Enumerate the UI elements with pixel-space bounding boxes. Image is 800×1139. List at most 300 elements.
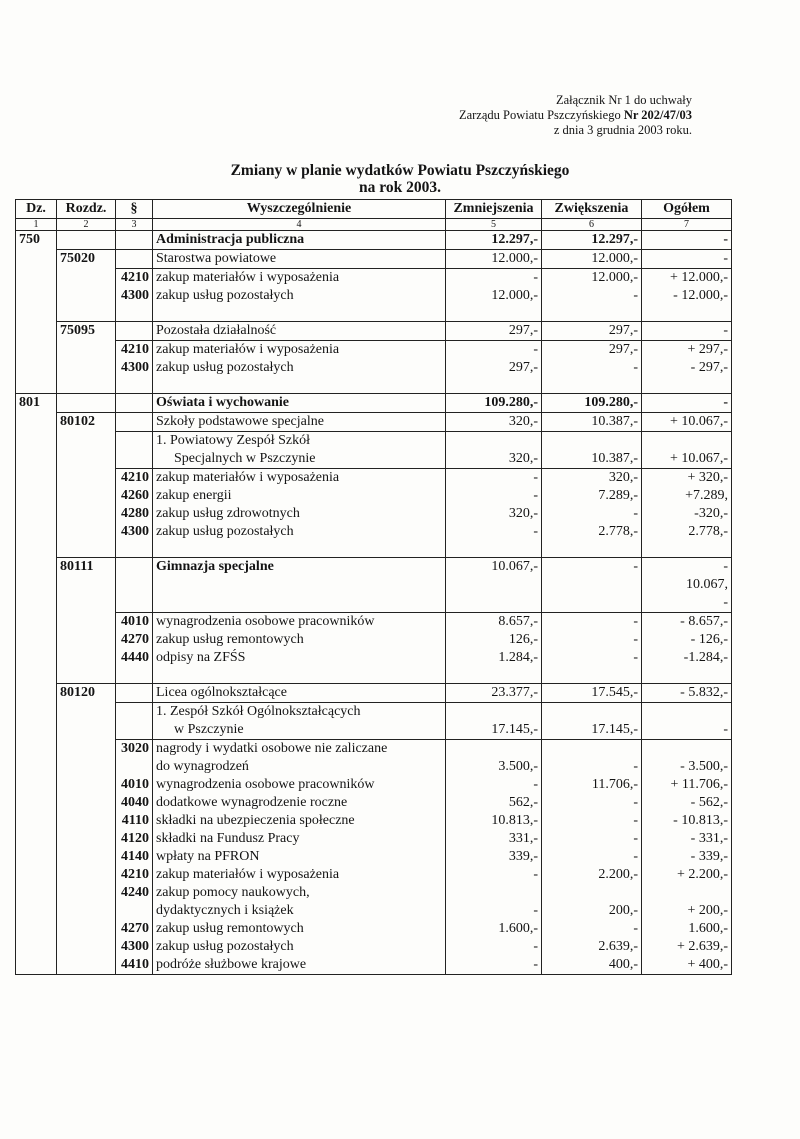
description-cell: zakup usług pozostałych: [153, 287, 446, 305]
total-cell: -: [642, 558, 732, 577]
paragraph-cell: 4280: [116, 505, 153, 523]
decrease-cell: -: [446, 866, 542, 884]
total-cell: -: [642, 594, 732, 613]
description-cell: dodatkowe wynagrodzenie roczne: [153, 794, 446, 812]
table-row: [16, 848, 732, 866]
description-cell: zakup materiałów i wyposażenia: [153, 269, 446, 288]
increase-cell: 12.000,-: [542, 250, 642, 269]
description-cell: Administracja publiczna: [153, 231, 446, 250]
paragraph-cell: 4210: [116, 866, 153, 884]
decrease-cell: -: [446, 956, 542, 975]
increase-cell: 109.280,-: [542, 394, 642, 413]
table-row: [16, 250, 732, 269]
paragraph-cell: 4040: [116, 794, 153, 812]
division-cell: [16, 469, 57, 488]
increase-cell: 2.639,-: [542, 938, 642, 956]
increase-cell: -: [542, 558, 642, 577]
chapter-cell: [57, 703, 116, 722]
spacer-row: [16, 377, 732, 394]
total-cell: - 12.000,-: [642, 287, 732, 305]
division-cell: [16, 684, 57, 703]
division-cell: [16, 649, 57, 667]
decrease-cell: 10.067,-: [446, 558, 542, 577]
chapter-cell: [57, 794, 116, 812]
division-cell: [16, 721, 57, 740]
paragraph-cell: 4210: [116, 269, 153, 288]
decrease-cell: 109.280,-: [446, 394, 542, 413]
paragraph-cell: [116, 594, 153, 613]
chapter-cell: [57, 866, 116, 884]
chapter-cell: [57, 938, 116, 956]
decrease-cell: 3.500,-: [446, 758, 542, 776]
paragraph-cell: 4410: [116, 956, 153, 975]
total-cell: -320,-: [642, 505, 732, 523]
description-cell: wynagrodzenia osobowe pracowników: [153, 776, 446, 794]
total-cell: [642, 541, 732, 558]
increase-cell: -: [542, 287, 642, 305]
table-row: [16, 432, 732, 451]
total-cell: -: [642, 721, 732, 740]
description-cell: składki na Fundusz Pracy: [153, 830, 446, 848]
division-cell: [16, 450, 57, 469]
increase-cell: [542, 541, 642, 558]
header-line-3: z dnia 3 grudnia 2003 roku.: [553, 123, 692, 137]
description-cell: wynagrodzenia osobowe pracowników: [153, 613, 446, 632]
chapter-cell: [57, 341, 116, 360]
description-cell: [153, 541, 446, 558]
column-header-paragraph: §: [116, 200, 153, 219]
paragraph-cell: 4440: [116, 649, 153, 667]
decrease-cell: 1.284,-: [446, 649, 542, 667]
increase-cell: 11.706,-: [542, 776, 642, 794]
table-row: [16, 523, 732, 541]
paragraph-cell: [116, 541, 153, 558]
division-cell: [16, 558, 57, 577]
total-cell: -1.284,-: [642, 649, 732, 667]
total-cell: [642, 884, 732, 902]
chapter-cell: [57, 631, 116, 649]
total-cell: - 8.657,-: [642, 613, 732, 632]
table-row: [16, 776, 732, 794]
division-cell: [16, 812, 57, 830]
chapter-cell: [57, 469, 116, 488]
division-cell: [16, 413, 57, 432]
decrease-cell: [446, 594, 542, 613]
total-cell: - 562,-: [642, 794, 732, 812]
division-cell: [16, 505, 57, 523]
description-text: w Pszczynie: [174, 722, 244, 737]
chapter-cell: [57, 776, 116, 794]
total-cell: - 10.813,-: [642, 812, 732, 830]
column-header-description: Wyszczególnienie: [153, 200, 446, 219]
chapter-cell: [57, 649, 116, 667]
total-cell: - 3.500,-: [642, 758, 732, 776]
division-cell: [16, 322, 57, 341]
column-header-dz: Dz.: [16, 200, 57, 219]
division-cell: [16, 594, 57, 613]
table-row: [16, 812, 732, 830]
paragraph-cell: [116, 703, 153, 722]
description-cell: zakup usług remontowych: [153, 631, 446, 649]
table-row: [16, 794, 732, 812]
column-number: 3: [116, 219, 153, 231]
description-cell: dydaktycznych i książek: [153, 902, 446, 920]
division-cell: [16, 776, 57, 794]
decrease-cell: [446, 667, 542, 684]
paragraph-cell: [116, 450, 153, 469]
total-cell: 1.600,-: [642, 920, 732, 938]
increase-cell: 17.545,-: [542, 684, 642, 703]
total-cell: - 339,-: [642, 848, 732, 866]
total-cell: + 10.067,-: [642, 413, 732, 432]
increase-cell: 2.200,-: [542, 866, 642, 884]
division-cell: 750: [16, 231, 57, 250]
increase-cell: -: [542, 920, 642, 938]
increase-cell: -: [542, 812, 642, 830]
header-line-2: [459, 108, 692, 123]
decrease-cell: 1.600,-: [446, 920, 542, 938]
description-cell: zakup usług pozostałych: [153, 523, 446, 541]
decrease-cell: 17.145,-: [446, 721, 542, 740]
chapter-cell: [57, 394, 116, 413]
paragraph-cell: 4010: [116, 776, 153, 794]
description-cell: [153, 377, 446, 394]
division-cell: [16, 377, 57, 394]
decrease-cell: -: [446, 341, 542, 360]
description-cell: 1. Zespół Szkół Ogólnokształcących: [153, 703, 446, 722]
division-cell: [16, 866, 57, 884]
expenditure-changes-table: [15, 199, 732, 975]
paragraph-cell: [116, 394, 153, 413]
decrease-cell: 297,-: [446, 359, 542, 377]
chapter-cell: [57, 576, 116, 594]
increase-cell: 297,-: [542, 322, 642, 341]
total-cell: + 2.639,-: [642, 938, 732, 956]
decrease-cell: [446, 377, 542, 394]
column-header-total: Ogółem: [642, 200, 732, 219]
chapter-cell: [57, 432, 116, 451]
paragraph-cell: 4260: [116, 487, 153, 505]
description-cell: Szkoły podstawowe specjalne: [153, 413, 446, 432]
increase-cell: -: [542, 848, 642, 866]
description-cell: zakup energii: [153, 487, 446, 505]
total-cell: -: [642, 394, 732, 413]
column-header-decreases: Zmniejszenia: [446, 200, 542, 219]
table-row: [16, 487, 732, 505]
description-cell: [153, 667, 446, 684]
table-row: [16, 594, 732, 613]
paragraph-cell: [116, 305, 153, 322]
decrease-cell: 320,-: [446, 505, 542, 523]
description-cell: zakup usług pozostałych: [153, 938, 446, 956]
column-number: 5: [446, 219, 542, 231]
decrease-cell: -: [446, 776, 542, 794]
table-row: [16, 269, 732, 288]
column-number: 7: [642, 219, 732, 231]
total-cell: [642, 377, 732, 394]
total-cell: - 331,-: [642, 830, 732, 848]
description-cell: Pozostała działalność: [153, 322, 446, 341]
chapter-cell: [57, 541, 116, 558]
table-body: [16, 200, 732, 975]
increase-cell: -: [542, 631, 642, 649]
division-cell: [16, 359, 57, 377]
division-cell: [16, 287, 57, 305]
increase-cell: -: [542, 613, 642, 632]
increase-cell: -: [542, 359, 642, 377]
decrease-cell: 331,-: [446, 830, 542, 848]
resolution-number: Nr 202/47/03: [623, 108, 692, 122]
column-number: 1: [16, 219, 57, 231]
total-cell: [642, 703, 732, 722]
decrease-cell: 12.000,-: [446, 287, 542, 305]
description-cell: Oświata i wychowanie: [153, 394, 446, 413]
table-row: [16, 505, 732, 523]
description-cell: wpłaty na PFRON: [153, 848, 446, 866]
decrease-cell: -: [446, 902, 542, 920]
chapter-cell: [57, 667, 116, 684]
division-cell: [16, 884, 57, 902]
division-cell: [16, 523, 57, 541]
description-cell: [153, 721, 446, 740]
title-line-1: Zmiany w planie wydatków Powiatu Pszczyńskiego: [230, 162, 570, 179]
description-cell: składki na ubezpieczenia społeczne: [153, 812, 446, 830]
division-cell: [16, 740, 57, 759]
chapter-cell: 80120: [57, 684, 116, 703]
description-cell: odpisy na ZFŚS: [153, 649, 446, 667]
chapter-cell: [57, 848, 116, 866]
table-row: [16, 613, 732, 632]
table-row: [16, 450, 732, 469]
increase-cell: 10.387,-: [542, 413, 642, 432]
decrease-cell: 23.377,-: [446, 684, 542, 703]
table-row: [16, 631, 732, 649]
table-row: [16, 322, 732, 341]
paragraph-cell: 4210: [116, 469, 153, 488]
table-row: [16, 956, 732, 975]
chapter-cell: 75095: [57, 322, 116, 341]
increase-cell: [542, 594, 642, 613]
table-row: [16, 684, 732, 703]
chapter-cell: [57, 740, 116, 759]
decrease-cell: 8.657,-: [446, 613, 542, 632]
table-row: [16, 287, 732, 305]
decrease-cell: [446, 576, 542, 594]
table-row: [16, 703, 732, 722]
increase-cell: [542, 884, 642, 902]
chapter-cell: [57, 830, 116, 848]
table-row: [16, 721, 732, 740]
division-cell: [16, 956, 57, 975]
chapter-cell: [57, 305, 116, 322]
increase-cell: 2.778,-: [542, 523, 642, 541]
paragraph-cell: [116, 758, 153, 776]
increase-cell: -: [542, 794, 642, 812]
paragraph-cell: 3020: [116, 740, 153, 759]
chapter-cell: [57, 594, 116, 613]
increase-cell: 297,-: [542, 341, 642, 360]
chapter-cell: [57, 956, 116, 975]
total-cell: -: [642, 250, 732, 269]
chapter-cell: [57, 231, 116, 250]
total-cell: 10.067,: [642, 576, 732, 594]
division-cell: [16, 432, 57, 451]
description-cell: Starostwa powiatowe: [153, 250, 446, 269]
paragraph-cell: [116, 377, 153, 394]
total-cell: [642, 667, 732, 684]
division-cell: [16, 341, 57, 360]
total-cell: -: [642, 231, 732, 250]
increase-cell: 10.387,-: [542, 450, 642, 469]
division-cell: [16, 703, 57, 722]
decrease-cell: [446, 541, 542, 558]
total-cell: [642, 305, 732, 322]
chapter-cell: [57, 487, 116, 505]
decrease-cell: -: [446, 938, 542, 956]
division-cell: [16, 902, 57, 920]
division-cell: [16, 613, 57, 632]
increase-cell: [542, 432, 642, 451]
increase-cell: [542, 377, 642, 394]
increase-cell: [542, 740, 642, 759]
division-cell: [16, 269, 57, 288]
table-row: [16, 359, 732, 377]
decrease-cell: 562,-: [446, 794, 542, 812]
increase-cell: 400,-: [542, 956, 642, 975]
total-cell: -: [642, 322, 732, 341]
total-cell: + 11.706,-: [642, 776, 732, 794]
description-cell: zakup materiałów i wyposażenia: [153, 866, 446, 884]
total-cell: [642, 740, 732, 759]
paragraph-cell: [116, 558, 153, 577]
description-cell: Licea ogólnokształcące: [153, 684, 446, 703]
description-cell: zakup materiałów i wyposażenia: [153, 341, 446, 360]
column-number: 4: [153, 219, 446, 231]
decrease-cell: 297,-: [446, 322, 542, 341]
paragraph-cell: [116, 576, 153, 594]
division-cell: [16, 848, 57, 866]
total-cell: + 200,-: [642, 902, 732, 920]
paragraph-cell: [116, 322, 153, 341]
decrease-cell: [446, 305, 542, 322]
decrease-cell: -: [446, 487, 542, 505]
paragraph-cell: 4120: [116, 830, 153, 848]
paragraph-cell: 4270: [116, 631, 153, 649]
total-cell: + 2.200,-: [642, 866, 732, 884]
chapter-cell: [57, 359, 116, 377]
decrease-cell: 12.297,-: [446, 231, 542, 250]
table-header-row: [16, 200, 732, 219]
table-row: [16, 394, 732, 413]
paragraph-cell: 4300: [116, 359, 153, 377]
table-row: [16, 920, 732, 938]
division-cell: [16, 920, 57, 938]
total-cell: + 320,-: [642, 469, 732, 488]
increase-cell: 7.289,-: [542, 487, 642, 505]
paragraph-cell: [116, 684, 153, 703]
decrease-cell: 12.000,-: [446, 250, 542, 269]
table-row: [16, 830, 732, 848]
description-cell: nagrody i wydatki osobowe nie zaliczane: [153, 740, 446, 759]
increase-cell: 200,-: [542, 902, 642, 920]
division-cell: [16, 305, 57, 322]
description-cell: do wynagrodzeń: [153, 758, 446, 776]
total-cell: - 297,-: [642, 359, 732, 377]
decrease-cell: 126,-: [446, 631, 542, 649]
paragraph-cell: 4270: [116, 920, 153, 938]
total-cell: [642, 432, 732, 451]
chapter-cell: [57, 377, 116, 394]
increase-cell: [542, 703, 642, 722]
decrease-cell: 339,-: [446, 848, 542, 866]
decrease-cell: 10.813,-: [446, 812, 542, 830]
total-cell: + 10.067,-: [642, 450, 732, 469]
description-text: Specjalnych w Pszczynie: [174, 451, 316, 466]
paragraph-cell: [116, 902, 153, 920]
chapter-cell: [57, 450, 116, 469]
decrease-cell: [446, 703, 542, 722]
decrease-cell: [446, 884, 542, 902]
header-line-1: Załącznik Nr 1 do uchwały: [555, 93, 692, 107]
paragraph-cell: 4210: [116, 341, 153, 360]
table-row: [16, 866, 732, 884]
table-row: [16, 558, 732, 577]
division-cell: [16, 938, 57, 956]
division-cell: [16, 250, 57, 269]
table-row: [16, 740, 732, 759]
increase-cell: -: [542, 758, 642, 776]
column-number: 2: [57, 219, 116, 231]
decrease-cell: -: [446, 269, 542, 288]
paragraph-cell: 4240: [116, 884, 153, 902]
description-cell: zakup materiałów i wyposażenia: [153, 469, 446, 488]
description-cell: podróże służbowe krajowe: [153, 956, 446, 975]
chapter-cell: [57, 758, 116, 776]
spacer-row: [16, 541, 732, 558]
chapter-cell: [57, 269, 116, 288]
table-row: [16, 469, 732, 488]
chapter-cell: [57, 902, 116, 920]
decrease-cell: -: [446, 523, 542, 541]
total-cell: - 5.832,-: [642, 684, 732, 703]
chapter-cell: [57, 721, 116, 740]
table-row: [16, 758, 732, 776]
description-cell: zakup usług zdrowotnych: [153, 505, 446, 523]
table-row: [16, 413, 732, 432]
chapter-cell: [57, 505, 116, 523]
chapter-cell: 80102: [57, 413, 116, 432]
division-cell: [16, 631, 57, 649]
increase-cell: -: [542, 649, 642, 667]
chapter-cell: [57, 884, 116, 902]
chapter-cell: [57, 523, 116, 541]
column-number-row: [16, 219, 732, 231]
division-cell: [16, 794, 57, 812]
increase-cell: 17.145,-: [542, 721, 642, 740]
table-row: [16, 649, 732, 667]
paragraph-cell: [116, 231, 153, 250]
table-row: [16, 231, 732, 250]
chapter-cell: [57, 812, 116, 830]
increase-cell: [542, 667, 642, 684]
paragraph-cell: 4300: [116, 523, 153, 541]
paragraph-cell: [116, 667, 153, 684]
increase-cell: 12.000,-: [542, 269, 642, 288]
decrease-cell: 320,-: [446, 413, 542, 432]
paragraph-cell: [116, 721, 153, 740]
column-header-rozdz: Rozdz.: [57, 200, 116, 219]
table-row: [16, 341, 732, 360]
